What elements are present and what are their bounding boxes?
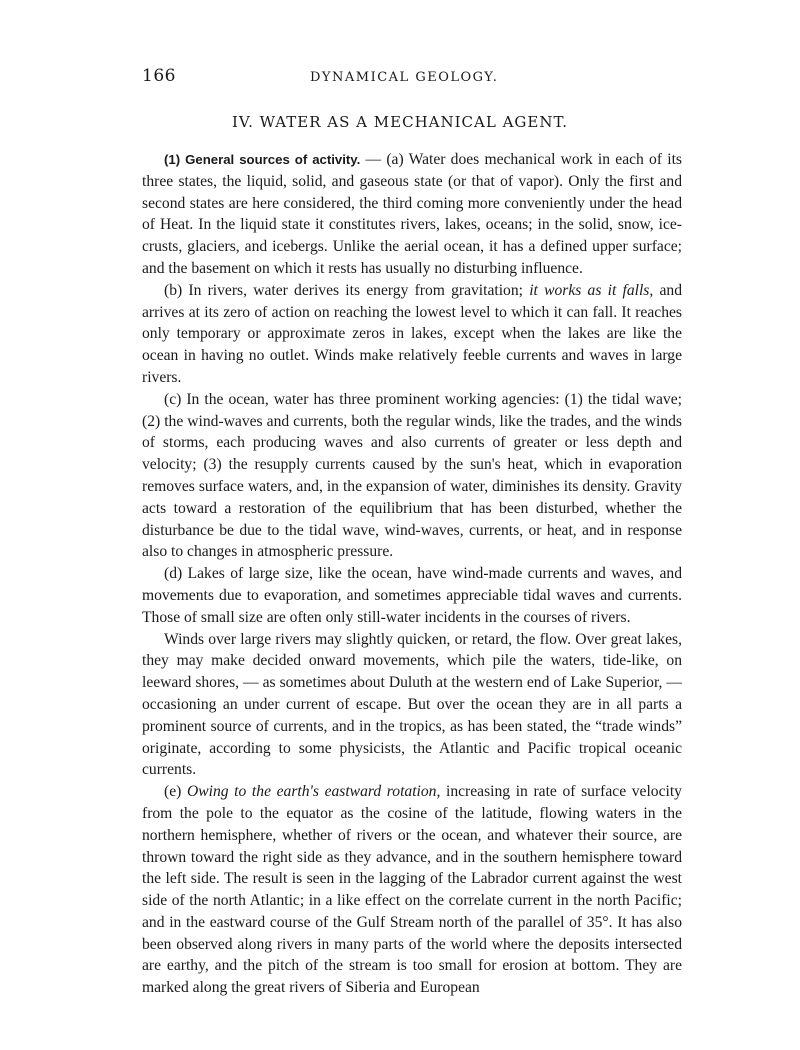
paragraph-general-sources [142, 149, 682, 280]
paragraph-ocean [142, 389, 682, 563]
section-title: IV. WATER AS A MECHANICAL AGENT. [231, 113, 569, 131]
paragraph-earth-rotation [142, 781, 682, 999]
paragraph-text: and arrives at its zero of action on reaching the lowest level to which it can fall. It reaches only temporary or approximate zeros in lakes, except when the lakes are like the ocean in having no outlet. Winds make relatively feeble currents and waves in large rivers. [142, 281, 682, 386]
body-text [142, 149, 682, 999]
paragraph-text: (e) [164, 783, 187, 801]
paragraph-lead: (1) General sources of activity. [164, 152, 361, 167]
paragraph-text: (d) Lakes of large size, like the ocean, have wind-made currents and waves, and movements due to evaporation, and sometimes appreciable tidal waves and currents. Those of small size are often only still-water incidents in the courses of rivers. [142, 565, 682, 626]
paragraph-text: (c) In the ocean, water has three prominent working agencies: (1) the tidal wave; (2) the wind-waves and currents, both the regular winds, like the trades, and the winds of storms, each producing waves and also currents of greater or less depth and velocity; (3) the resupply currents caused by the sun's heat, which in evaporation removes surface waters, and, in the expansion of water, diminishes its density. Gravity acts toward a restoration of the equilibrium that has been disturbed, whether the disturbance be due to the tidal wave, wind-waves, currents, or heat, and in response also to changes in atmospheric pressure. [142, 390, 682, 561]
paragraph-text: — (a) Water does mechanical work in each of its three states, the liquid, solid, and gaseous state (or that of vapor). Only the first and second states are here considered, the third coming more conveniently under the head of Heat. In the liquid state it constitutes rivers, lakes, oceans; in the solid, snow, ice-crusts, glaciers, and icebergs. Unlike the aerial ocean, it has a defined upper surface; and the basement on which it rests has usually no disturbing influence. [142, 151, 682, 277]
paragraph-winds [142, 629, 682, 782]
paragraph-text: Winds over large rivers may slightly quicken, or retard, the flow. Over great lakes, they may make decided onward movements, which pile the waters, tide-like, on leeward shores, — as sometimes about Duluth at the western end of Lake Superior, — occasioning an under current of escape. But over the ocean they are in all parts a prominent source of currents, and in the tropics, as has been stated, the “trade winds” originate, according to some physicists, the Atlantic and Pacific tropical oceanic currents. [142, 630, 682, 779]
running-title: DYNAMICAL GEOLOGY. [310, 70, 499, 85]
paragraph-text: increasing in rate of surface velocity from the pole to the equator as the cosine of the latitude, flowing waters in the northern hemisphere, whether of rivers or the ocean, and whatever their source, are thrown toward the right side as they advance, and in the southern hemisphere toward the left side. The result is seen in the lagging of the Labrador current against the west side of the north Atlantic; in a like effect on the correlate current in the north Pacific; and in the eastward course of the Gulf Stream north of the parallel of 35°. It has also been observed along rivers in many parts of the world where the deposits intersected are earthy, and the pitch of the stream is too small for erosion at bottom. They are marked along the great rivers of Siberia and European [142, 783, 682, 997]
running-head [0, 60, 800, 90]
page-number: 166 [142, 66, 176, 86]
paragraph-rivers [142, 280, 682, 389]
paragraph-text: (b) In rivers, water derives its energy from gravitation; [164, 281, 530, 299]
emphasis-text: Owing to the earth's eastward rotation, [186, 783, 441, 801]
emphasis-text: it works as it falls, [529, 281, 654, 299]
paragraph-lakes [142, 563, 682, 628]
